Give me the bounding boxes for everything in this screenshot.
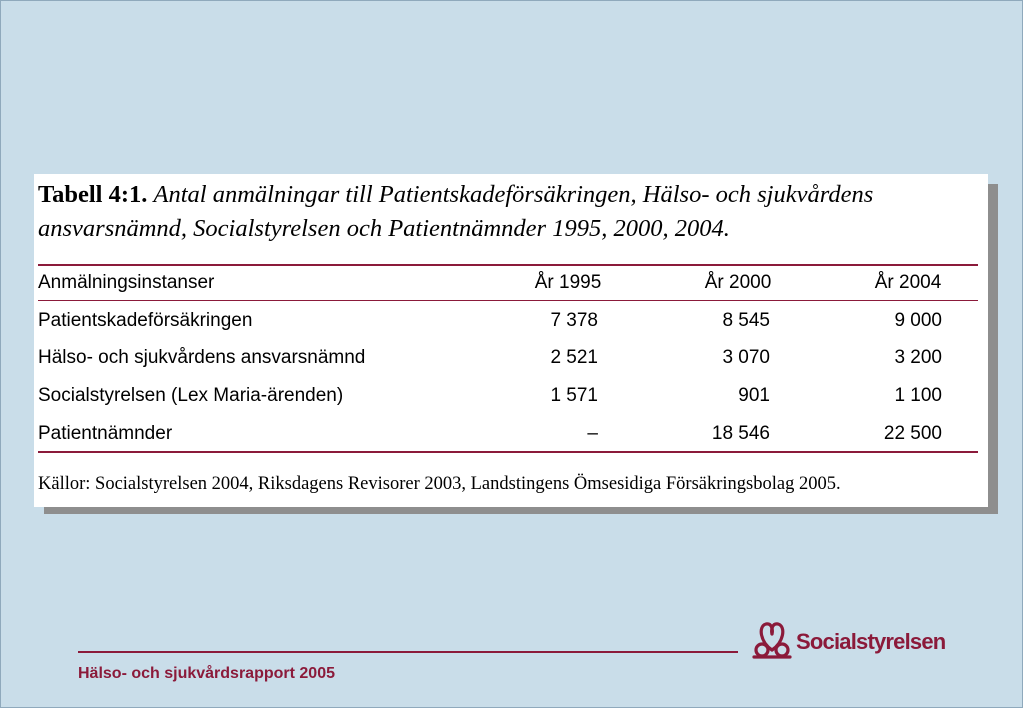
table-cell: Patientskadeförsäkringen — [38, 310, 253, 331]
table-cell: Patientnämnder — [38, 423, 173, 444]
header-cell: År 1995 — [534, 272, 602, 293]
table-caption — [38, 178, 978, 246]
table-card — [34, 174, 988, 507]
table-cell: – — [587, 423, 598, 444]
table-cell: 1 571 — [550, 385, 598, 406]
table-cell: 3 070 — [722, 347, 770, 368]
caption-title: Antal anmälningar till Patientskadeförsäkringen, Hälso- och sjukvårdens ansvarsnämnd, Socialstyrelsen och Patientnämnder 1995, 2000, 2004. — [38, 181, 874, 242]
socialstyrelsen-emblem-icon — [750, 620, 794, 660]
header-cell: År 2000 — [704, 272, 772, 293]
table-cell: 1 100 — [894, 385, 942, 406]
caption-label: Tabell 4:1. — [38, 181, 148, 208]
table-cell: 7 378 — [550, 310, 598, 331]
footer-rule — [78, 651, 738, 653]
table-source-note: Källor: Socialstyrelsen 2004, Riksdagens Revisorer 2003, Landstingens Ömsesidiga Försäkringsbolag 2005. — [38, 474, 841, 494]
table-cell: 3 200 — [894, 347, 942, 368]
table-header-row — [38, 264, 978, 302]
logo-wordmark: Socialstyrelsen — [796, 629, 946, 654]
table-bottom-rule — [38, 451, 978, 453]
table-cell: 18 546 — [711, 423, 770, 444]
header-cell: Anmälningsinstanser — [38, 272, 215, 293]
table-cell: 22 500 — [883, 423, 942, 444]
socialstyrelsen-logo — [750, 620, 950, 660]
table-cell: Hälso- och sjukvårdens ansvarsnämnd — [38, 347, 366, 368]
table-row — [38, 377, 978, 415]
table-cell: 901 — [738, 385, 770, 406]
footer-report-title: Hälso- och sjukvårdsrapport 2005 — [78, 665, 335, 682]
table-row — [38, 415, 978, 453]
table-row — [38, 339, 978, 377]
table-header-rule — [38, 300, 978, 301]
header-cell: År 2004 — [874, 272, 942, 293]
table-cell: 9 000 — [894, 310, 942, 331]
table-cell: 8 545 — [722, 310, 770, 331]
table-row — [38, 302, 978, 340]
table-cell: 2 521 — [550, 347, 598, 368]
table-cell: Socialstyrelsen (Lex Maria-ärenden) — [38, 385, 344, 406]
